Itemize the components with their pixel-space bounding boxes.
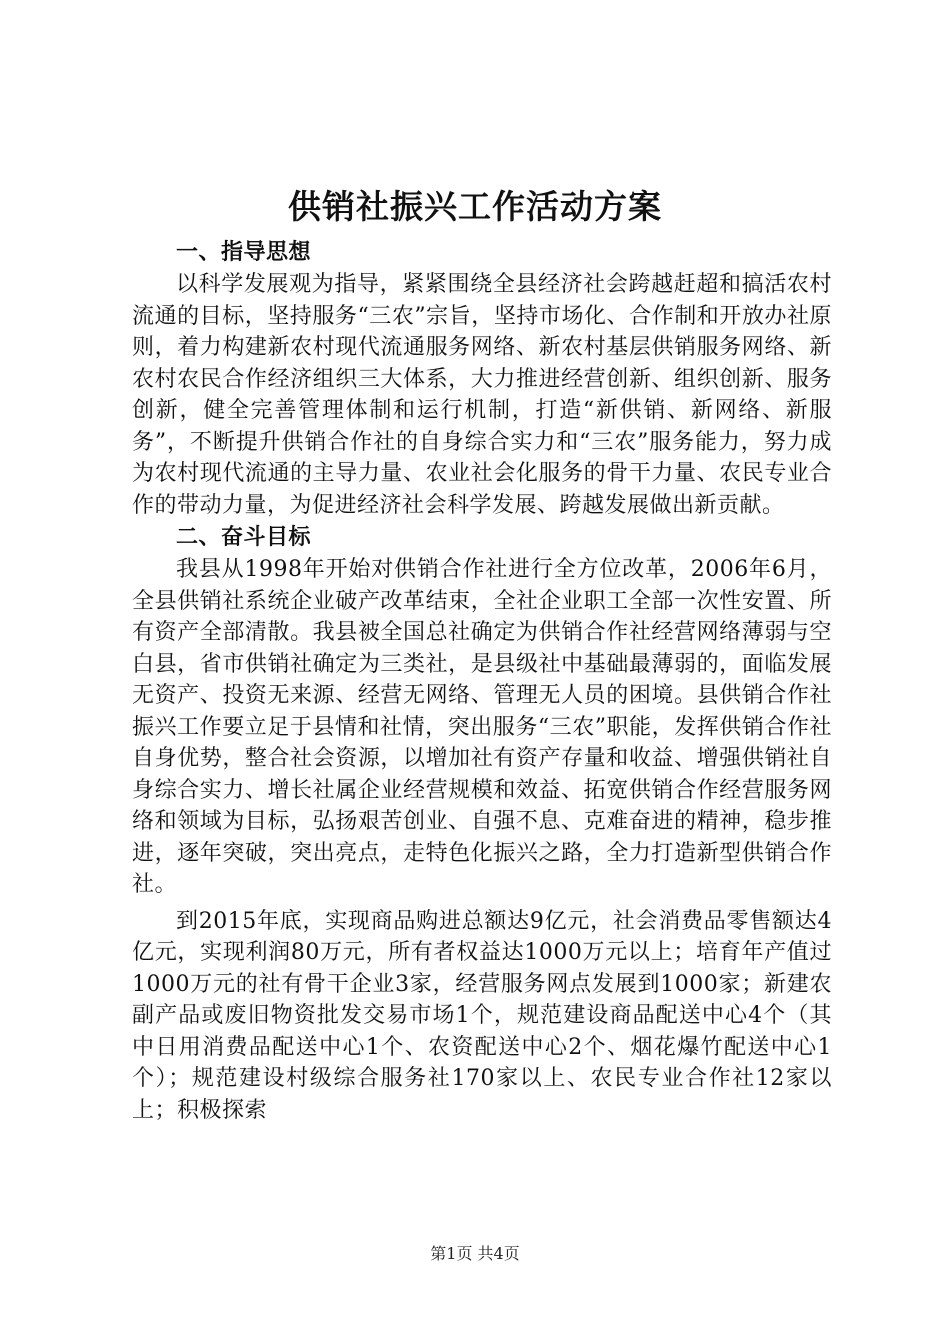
paragraph-guiding-ideology: 以科学发展观为指导，紧紧围绕全县经济社会跨越赶超和搞活农村流通的目标，坚持服务“三农”宗旨，坚持市场化、合作制和开放办社原则，着力构建新农村现代流通服务网络、新农村基层供销服务网络、新农村农民合作经济组织三大体系，大力推进经营创新、组织创新、服务创新，健全完善管理体制和运行机制，打造“新供销、新网络、新服务”，不断提升供销合作社的自身综合实力和“三农”服务能力，努力成为农村现代流通的主导力量、农业社会化服务的骨干力量、农民专业合作的带动力量，为促进经济社会科学发展、跨越发展做出新贡献。	[132, 272, 832, 518]
page-number-footer: 第1页 共4页	[430, 1244, 520, 1263]
section-heading-guiding-ideology: 一、指导思想	[176, 239, 312, 265]
paragraph-goals-background: 我县从1998年开始对供销合作社进行全方位改革，2006年6月，全县供销社系统企业破产改革结束，全社企业职工全部一次性安置、所有资产全部清散。我县被全国总社确定为供销合作社经营网络薄弱与空白县，省市供销社确定为三类社，是县级社中基础最薄弱的，面临发展无资产、投资无来源、经营无网络、管理无人员的困境。县供销合作社振兴工作要立足于县情和社情，突出服务“三农”职能，发挥供销合作社自身优势，整合社会资源，以增加社有资产存量和收益、增强供销社自身综合实力、增长社属企业经营规模和效益、拓宽供销合作经营服务网络和领域为目标，弘扬艰苦创业、自强不息、克难奋进的精神，稳步推进，逐年突破，突出亮点，走特色化振兴之路，全力打造新型供销合作社。	[132, 557, 832, 897]
document-body	[132, 236, 832, 1126]
paragraph-goals-targets: 到2015年底，实现商品购进总额达9亿元，社会消费品零售额达4亿元，实现利润80万元，所有者权益达1000万元以上；培育年产值过1000万元的社有骨干企业3家，经营服务网点发展到1000家；新建农副产品或废旧物资批发交易市场1个，规范建设商品配送中心4个（其中日用消费品配送中心1个、农资配送中心2个、烟花爆竹配送中心1个）；规范建设村级综合服务社170家以上、农民专业合作社12家以上；积极探索	[132, 908, 832, 1123]
section-heading-goals: 二、奋斗目标	[176, 524, 312, 550]
document-title: 供销社振兴工作活动方案	[288, 187, 662, 226]
